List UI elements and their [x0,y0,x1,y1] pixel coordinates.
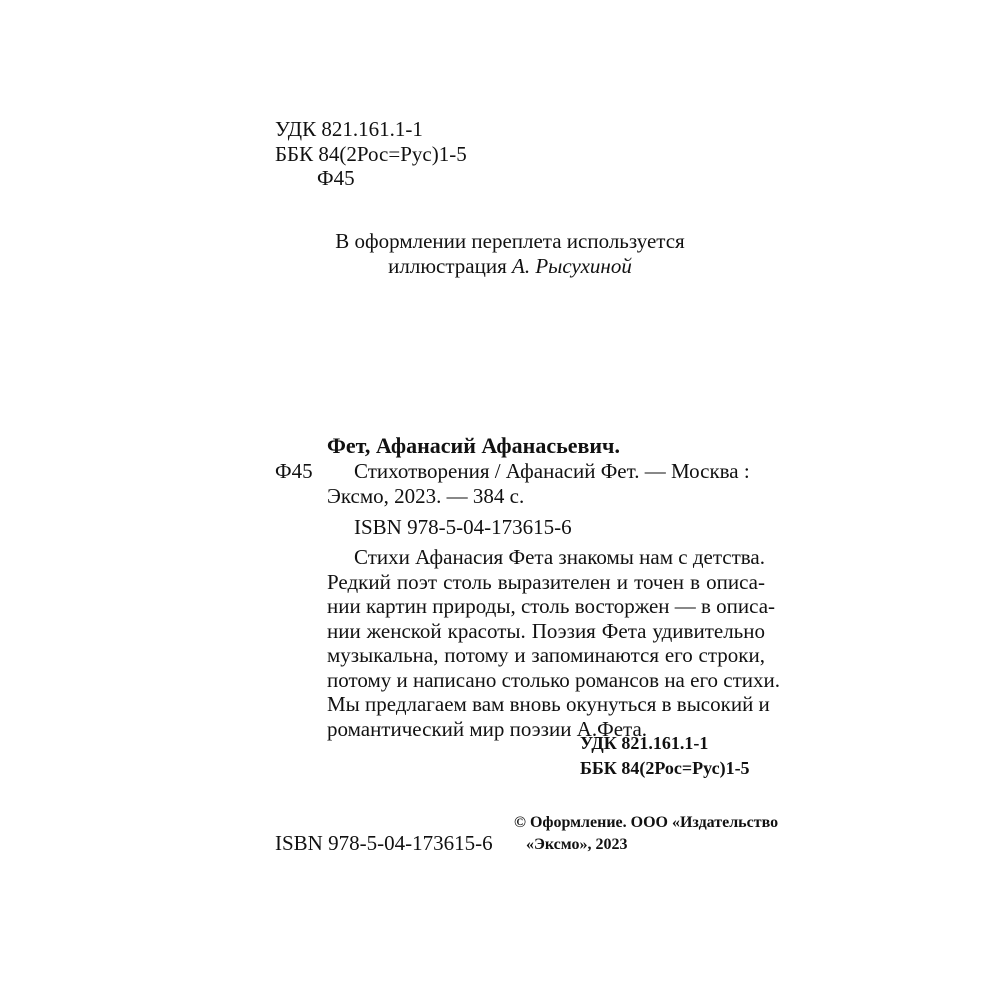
annotation-line: потому и написано столько романсов на его стихи. [327,667,781,692]
isbn-footer: ISBN 978-5-04-173615-6 [275,831,493,855]
author-heading: Фет, Афанасий Афанасьевич. [327,433,620,458]
bbk-code-bottom: ББК 84(2Рос=Рус)1-5 [580,757,750,778]
title-line-1: Стихотворения / Афанасий Фет. — Москва : [354,459,750,483]
copyright-line-1: © Оформление. ООО «Издательство [514,814,779,831]
illustration-credit [260,229,760,278]
copyright-notice [514,812,778,856]
credit-line-1: В оформлении переплета используется [335,229,685,253]
credit-prefix: иллюстрация [388,253,512,278]
annotation-line: романтический мир поэзии А.Фета. [327,716,648,741]
annotation-line: нии женской красоты. Поэзия Фета удивительно [327,618,765,643]
annotation-line: нии картин природы, столь восторжен — в описа- [327,594,776,618]
copyright-line-2: «Эксмо», 2023 [526,836,628,853]
author-mark: Ф45 [317,166,355,190]
annotation [327,545,781,741]
classification-codes-top [275,117,467,191]
classification-codes-bottom [580,731,750,780]
bibliographic-description [327,459,765,508]
credit-line-2 [260,254,760,279]
illustrator-name: А. Рысухиной [512,253,632,278]
entry-author-mark: Ф45 [275,459,313,483]
annotation-line: Редкий поэт столь выразителен и точен в описа- [327,569,765,594]
title-line-2: Эксмо, 2023. — 384 с. [327,483,525,508]
bbk-code: ББК 84(2Рос=Рус)1-5 [275,141,467,166]
annotation-line: Мы предлагаем вам вновь окунуться в высокий и [327,692,770,716]
annotation-line: музыкальна, потому и запоминаются его строки, [327,643,765,667]
annotation-line: Стихи Афанасия Фета знакомы нам с детства. [354,545,765,569]
isbn-entry: ISBN 978-5-04-173615-6 [354,515,572,539]
udk-code: УДК 821.161.1-1 [275,117,423,141]
udk-code-bottom: УДК 821.161.1-1 [580,733,709,753]
